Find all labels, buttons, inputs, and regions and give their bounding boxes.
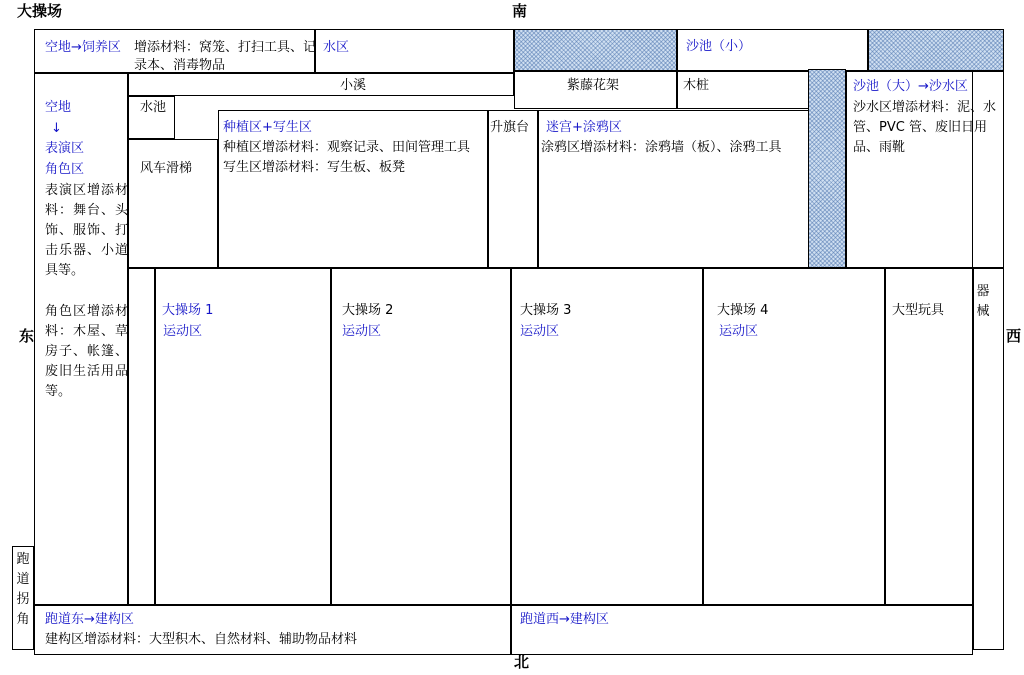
arrow-down-icon: ↓ [51, 121, 62, 136]
zone-sandpit-small-label: 沙池（小） [686, 39, 752, 54]
compass-north: 北 [514, 653, 530, 671]
zone-planting-title: 种植区+写生区 [223, 120, 312, 135]
zone-sand-large-title: 沙池（大）→沙水区 [853, 79, 968, 94]
zone-sand-large-materials: 沙水区增添材料：泥、水管、PVC 管、废旧日用品、雨靴 [853, 100, 997, 155]
compass-west: 西 [1006, 327, 1022, 345]
zone-wood-stakes-label: 木桩 [683, 78, 710, 93]
zone-equipment-label: 器械 [976, 284, 990, 319]
zone-equipment [973, 268, 1004, 650]
zone-performance-materials: 表演区增添材料：舞台、头饰、服饰、打击乐器、小道具等。 [45, 183, 128, 278]
zone-field-2-name: 大操场 2 [342, 303, 394, 318]
zone-field-margin [128, 268, 155, 605]
zone-left-open: 空地 [45, 100, 72, 115]
zone-field-3-name: 大操场 3 [520, 303, 572, 318]
zone-wisteria-label: 紫藤花架 [567, 78, 620, 93]
compass-east: 东 [19, 327, 35, 345]
hatched-strip [808, 69, 846, 268]
zone-field-4-name: 大操场 4 [717, 303, 769, 318]
zone-left-performance: 表演区 [45, 141, 85, 156]
zone-graffiti-materials: 涂鸦区增添材料：涂鸦墙（板）、涂鸦工具 [541, 140, 782, 155]
zone-track-east-title: 跑道东→建构区 [45, 612, 134, 627]
compass-south: 南 [512, 2, 528, 20]
zone-sketch-materials: 写生区增添材料：写生板、板凳 [223, 160, 406, 175]
zone-planting-materials: 种植区增添材料：观察记录、田间管理工具 [223, 140, 471, 155]
zone-windmill-slide-label: 风车滑梯 [140, 161, 193, 176]
zone-windmill-slide [128, 139, 218, 268]
page-title: 大操场 [17, 2, 63, 20]
zone-field-1-area: 运动区 [163, 324, 203, 339]
zone-water-label: 水区 [323, 40, 350, 55]
zone-feeding-materials: 增添材料：窝笼、打扫工具、记录本、消毒物品 [134, 40, 317, 73]
zone-maze-title: 迷宫+涂鸦区 [546, 120, 622, 135]
zone-feeding-title: 空地→饲养区 [45, 40, 121, 55]
zone-role-materials: 角色区增添材料：木屋、草房子、帐篷、废旧生活用品等。 [45, 304, 128, 399]
zone-creek-label: 小溪 [340, 78, 367, 93]
zone-field-4-area: 运动区 [719, 324, 759, 339]
zone-field-3-area: 运动区 [520, 324, 560, 339]
zone-track-west-title: 跑道西→建构区 [520, 612, 609, 627]
zone-left-role: 角色区 [45, 162, 85, 177]
zone-big-toys-label: 大型玩具 [892, 303, 945, 318]
hatched-area-top-right [868, 29, 1004, 71]
zone-track-east-materials: 建构区增添材料：大型积木、自然材料、辅助物品材料 [45, 632, 358, 647]
zone-creek [128, 73, 514, 96]
hatched-area-top [514, 29, 677, 71]
zone-field-1-name: 大操场 1 [162, 303, 214, 318]
zone-track-corner-label: 跑道拐角 [16, 552, 30, 627]
zone-pool-label: 水池 [140, 100, 167, 115]
zone-flag-platform-label: 升旗台 [490, 120, 530, 135]
zone-field-2-area: 运动区 [342, 324, 382, 339]
